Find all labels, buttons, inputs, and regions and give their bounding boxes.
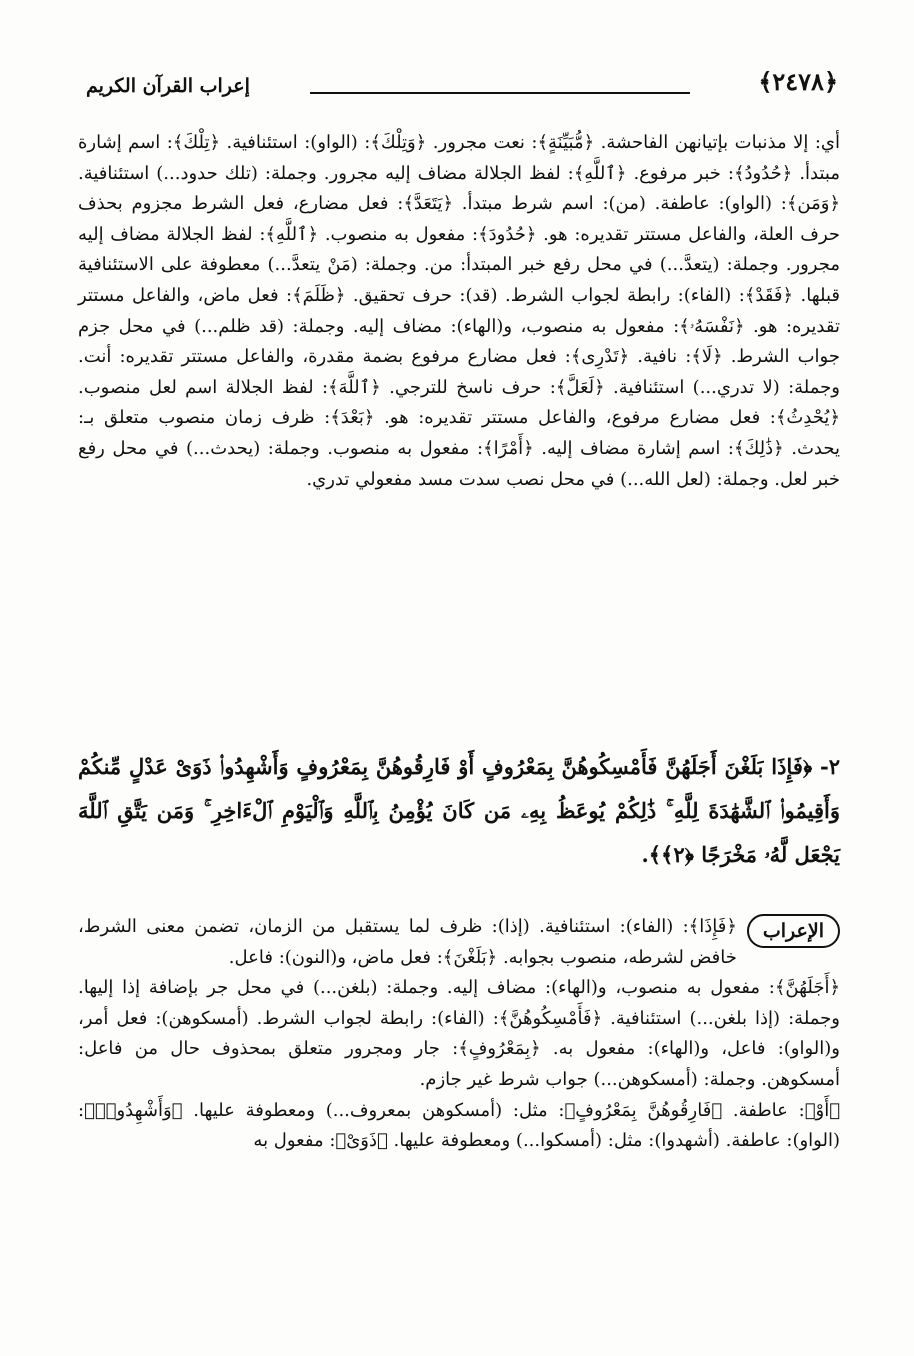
i3rab-section [78,912,840,1157]
i3rab-paragraph: ﴿أَجَلَهُنَّ﴾: مفعول به منصوب، و(الهاء): مضاف إليه. وجملة: (بلغن...) في محل جر بإضافة إذا إليها. وجملة: (إذا بلغن...) استئنافية. ﴿فَأَمْسِكُوهُنَّ﴾: (الفاء): رابطة لجواب الشرط. (أمسكوهن): فعل أمر، و(الواو): فاعل، و(الهاء): مفعول به. ﴿بِمَعْرُوفٍ﴾: جار ومجرور متعلق بمحذوف حال من فاعل: أمسكوهن. وجملة: (أمسكوهن...) جواب شرط غير جازم. [78,977,840,1090]
page-number: ﴿٢٤٧٨﴾ [758,67,838,96]
header-rule [310,92,690,94]
i3rab-paragraph: ﴿أَوْ﴾: عاطفة. ﴿فَارِقُوهُنَّ بِمَعْرُوفٍ﴾: مثل: (أمسكوهن بمعروف...) ومعطوفة عليها. ﴿وَأَشْهِدُوا۟﴾: (الواو): عاطفة. (أشهدوا): مثل: (أمسكوا...) ومعطوفة عليها. ﴿ذَوَىْ﴾: مفعول به [78,1099,840,1152]
i3rab-badge: الإعراب [747,914,840,948]
commentary-text [78,128,840,495]
page-header [86,62,838,112]
commentary-paragraph: أي: إلا مذنبات بإتيانهن الفاحشة. ﴿مُّبَيِّنَةٍ﴾: نعت مجرور. ﴿وَتِلْكَ﴾: (الواو): استئنافية. ﴿تِلْكَ﴾: اسم إشارة مبتدأ. ﴿حُدُودُ﴾: خبر مرفوع. ﴿ٱللَّهِ﴾: لفظ الجلالة مضاف إليه مجرور. وجملة: (تلك حدود...) استئنافية. ﴿وَمَن﴾: (الواو): عاطفة. (من): اسم شرط مبتدأ. ﴿يَتَعَدَّ﴾: فعل مضارع، فعل الشرط مجزوم بحذف حرف العلة، والفاعل مستتر تقديره: هو. ﴿حُدُودَ﴾: مفعول به منصوب. ﴿ٱللَّهِ﴾: لفظ الجلالة مضاف إليه مجرور. وجملة: (يتعدَّ...) في محل رفع خبر المبتدأ: من. وجملة: (مَنْ يتعدَّ...) معطوفة على الاستئنافية قبلها. ﴿فَقَدْ﴾: (الفاء): رابطة لجواب الشرط. (قد): حرف تحقيق. ﴿ظَلَمَ﴾: فعل ماض، والفاعل مستتر تقديره: هو. ﴿نَفْسَهُۥ﴾: مفعول به منصوب، و(الهاء): مضاف إليه. وجملة: (قد ظلم...) في محل جزم جواب الشرط. ﴿لَا﴾: نافية. ﴿تَدْرِى﴾: فعل مضارع مرفوع بضمة مقدرة، والفاعل مستتر تقديره: أنت. وجملة: (لا تدري...) استئنافية. ﴿لَعَلَّ﴾: حرف ناسخ للترجي. ﴿ٱللَّهَ﴾: لفظ الجلالة اسم لعل منصوب. ﴿يُحْدِثُ﴾: فعل مضارع مرفوع، والفاعل مستتر تقديره: هو. ﴿بَعْدَ﴾: ظرف زمان منصوب متعلق بـ: يحدث. ﴿ذَٰلِكَ﴾: اسم إشارة مضاف إليه. ﴿أَمْرًا﴾: مفعول به منصوب. وجملة: (يحدث...) في محل رفع خبر لعل. وجملة: (لعل الله...) في محل نصب سدت مسد مفعولي تدري. [78,132,840,490]
verse-text: ﴿فَإِذَا بَلَغْنَ أَجَلَهُنَّ فَأَمْسِكُوهُنَّ بِمَعْرُوفٍ أَوْ فَارِقُوهُنَّ بِمَعْرُوفٍ وَأَشْهِدُوا۟ ذَوَىْ عَدْلٍ مِّنكُمْ وَأَقِيمُوا۟ ٱلشَّهَٰدَةَ لِلَّهِ ۚ ذَٰلِكُمْ يُوعَظُ بِهِۦ مَن كَانَ يُؤْمِنُ بِٱللَّهِ وَٱلْيَوْمِ ٱلْءَاخِرِ ۚ وَمَن يَتَّقِ ٱللَّهَ يَجْعَل لَّهُۥ مَخْرَجًا ﴿٢﴾﴾. [78,754,840,867]
book-title: إعراب القرآن الكريم [86,75,250,97]
verse-number: ٢- [820,754,840,779]
quran-verse [78,745,840,877]
i3rab-paragraph: ﴿فَإِذَا﴾: (الفاء): استئنافية. (إذا): ظرف لما يستقبل من الزمان، تضمن معنى الشرط، خافض لشرطه، منصوب بجوابه. ﴿بَلَغْنَ﴾: فعل ماض، و(النون): فاعل. [78,916,737,968]
